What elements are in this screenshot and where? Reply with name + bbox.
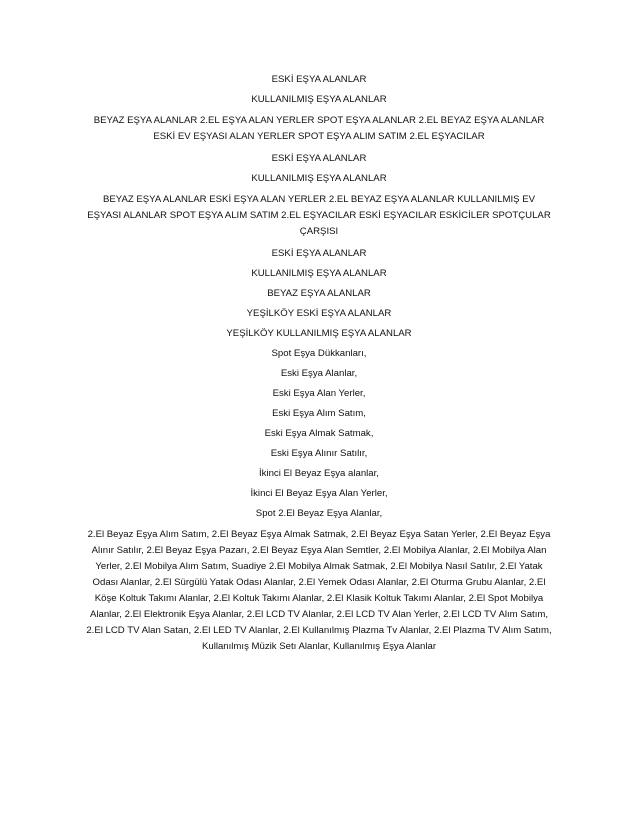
document-body bbox=[86, 73, 552, 662]
keyword-paragraph: BEYAZ EŞYA ALANLAR 2.EL EŞYA ALAN YERLER SPOT EŞYA ALANLAR 2.EL BEYAZ EŞYA ALANLAR ESKİ EV EŞYASI ALAN YERLER SPOT EŞYA ALIM SATIM 2.EL EŞYACILAR bbox=[93, 115, 545, 142]
list-line: Spot 2.El Beyaz Eşya Alanlar, bbox=[255, 508, 383, 519]
list-line: Eski Eşya Almak Satmak, bbox=[264, 428, 374, 439]
list-line: Spot Eşya Dükkanları, bbox=[271, 348, 367, 359]
list-line: Eski Eşya Alım Satım, bbox=[272, 408, 366, 419]
closing-paragraph: 2.El Beyaz Eşya Alım Satım, 2.El Beyaz Eşya Almak Satmak, 2.El Beyaz Eşya Satan Yerler, 2.El Beyaz Eşya Alınır Satılır, 2.El Beyaz Eşya Pazarı, 2.El Beyaz Eşya Alan Semtler, 2.El Mobilya Alanlar, 2.El Mobilya Alan Yerler, 2.El Mobilya Alım Satım, Suadiye 2.El Mobilya Almak Satmak, 2.El Mobilya Nasıl Satılır, 2.El Yatak Odası Alanlar, 2.El Sürgülü Yatak Odası Alanlar, 2.El Yemek Odası Alanlar, 2.El Oturma Grubu Alanlar, 2.El Köşe Koltuk Takımı Alanlar, 2.El Koltuk Takımı Alanlar, 2.El Klasik Koltuk Takımı Alanlar, 2.El Spot Mobilya Alanlar, 2.El Elektronik Eşya Alanlar, 2.El LCD TV Alanlar, 2.El LCD TV Alan Yerler, 2.El LCD TV Alım Satım, 2.El LCD TV Alan Satan, 2.El LED TV Alanlar, 2.El Kullanılmış Plazma Tv Alanlar, 2.El Plazma TV Alım Satım, Kullanılmış Müzik Setı Alanlar, Kullanılmış Eşya Alanlar bbox=[86, 529, 552, 652]
list-line: Eski Eşya Alanlar, bbox=[280, 368, 358, 379]
list-line: Eski Eşya Alınır Satılır, bbox=[270, 448, 368, 459]
keyword-paragraph: BEYAZ EŞYA ALANLAR ESKİ EŞYA ALAN YERLER 2.EL BEYAZ EŞYA ALANLAR KULLANILMIŞ EV EŞYASI ALANLAR SPOT EŞYA ALIM SATIM 2.EL EŞYACILAR ESKİ EŞYACILAR ESKİCİLER SPOTÇULAR ÇARŞISI bbox=[87, 194, 551, 237]
list-line: İkinci El Beyaz Eşya alanlar, bbox=[259, 468, 379, 479]
heading-beyaz-esya-alanlar: BEYAZ EŞYA ALANLAR bbox=[267, 288, 371, 299]
list-line: İkinci El Beyaz Eşya Alan Yerler, bbox=[250, 488, 388, 499]
list-line: Eski Eşya Alan Yerler, bbox=[272, 388, 366, 399]
heading-kullanilmis-esya-alanlar: KULLANILMIŞ EŞYA ALANLAR bbox=[251, 94, 387, 105]
heading-eski-esya-alanlar: ESKİ EŞYA ALANLAR bbox=[271, 248, 367, 259]
heading-yesilkoy-kullanilmis-esya: YEŞİLKÖY KULLANILMIŞ EŞYA ALANLAR bbox=[226, 328, 412, 339]
heading-eski-esya-alanlar: ESKİ EŞYA ALANLAR bbox=[271, 153, 367, 164]
heading-yesilkoy-eski-esya: YEŞİLKÖY ESKİ EŞYA ALANLAR bbox=[246, 308, 392, 319]
heading-kullanilmis-esya-alanlar: KULLANILMIŞ EŞYA ALANLAR bbox=[251, 268, 387, 279]
heading-kullanilmis-esya-alanlar: KULLANILMIŞ EŞYA ALANLAR bbox=[251, 173, 387, 184]
heading-eski-esya-alanlar: ESKİ EŞYA ALANLAR bbox=[271, 74, 367, 85]
